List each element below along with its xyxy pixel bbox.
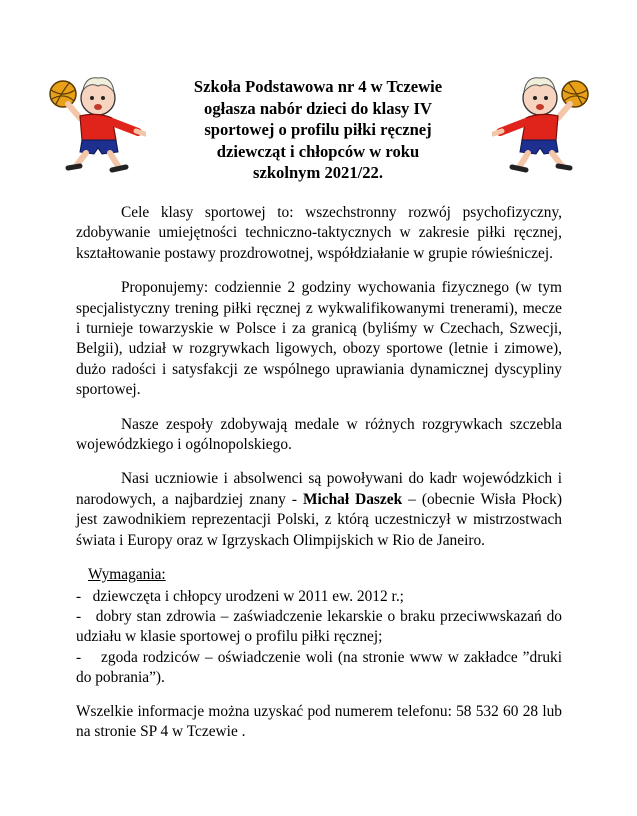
- handball-player-icon: [46, 68, 146, 176]
- goals-paragraph: Cele klasy sportowej to: wszechstronny rozwój psychofizyczny, zdobywanie umiejętności techniczno-taktycznych w zakresie piłki ręcznej, kształtowanie postawy prozdrowotnej, współdziałanie w grupie rówieśniczej.: [76, 204, 562, 262]
- requirement-item: - dziewczęta i chłopcy urodzeni w 2011 ew. 2012 r.;: [76, 587, 404, 605]
- alumni-paragraph: [76, 469, 562, 551]
- requirements-title: Wymagania:: [88, 566, 166, 584]
- alumni-text-after: – (obecnie Wisła Płock) jest zawodnikiem reprezentacji Polski, z którą uczestniczył w mistrzostwach świata i Europy oraz w Igrzyskach Olimpijskich w Rio de Janeiro.: [76, 490, 562, 549]
- title-line: szkolnym 2021/22.: [253, 163, 383, 182]
- page-title: [150, 76, 486, 184]
- contact-paragraph: Wszelkie informacje można uzyskać pod numerem telefonu: 58 532 60 28 lub na stronie SP 4 w Tczewie .: [76, 702, 562, 740]
- title-line: sportowej o profilu piłki ręcznej: [204, 120, 432, 139]
- medals-paragraph: Nasze zespoły zdobywają medale w różnych rozgrywkach szczebla wojewódzkiego i ogólnopolskiego.: [76, 415, 562, 454]
- handball-player-icon: [492, 68, 592, 176]
- title-line: dziewcząt i chłopców w roku: [216, 141, 420, 161]
- requirement-item: - zgoda rodziców – oświadczenie woli (na stronie www w zakładce ”druki do pobrania”).: [76, 648, 566, 687]
- requirement-item: - dobry stan zdrowia – zaświadczenie lekarskie o braku przeciwwskazań do udziału w klasie sportowej o profilu piłki ręcznej;: [76, 607, 566, 646]
- title-line: Szkoła Podstawowa nr 4 w Tczewie: [193, 77, 443, 96]
- title-line: ogłasza nabór dzieci do klasy IV: [204, 98, 432, 118]
- player-name: Michał Daszek: [302, 490, 403, 508]
- offer-paragraph: Proponujemy: codziennie 2 godziny wychowania fizycznego (w tym specjalistyczny trening piłki ręcznej z wykwalifikowanymi trenerami), mecze i turnieje towarzyskie w Polsce i za granicą (byliśmy w Czechach, Szwecji, Belgii), udział w rozgrywkach ligowych, obozy sportowe (letnie i zimowe), dużo radości i satysfakcji ze wspólnego uprawiania dynamicznej dyscypliny sportowej.: [76, 279, 562, 399]
- alumni-text-before: Nasi uczniowie i absolwenci są powoływani do kadr wojewódzkich i narodowych, a najbardziej znany -: [76, 470, 562, 508]
- document-body: [76, 203, 566, 756]
